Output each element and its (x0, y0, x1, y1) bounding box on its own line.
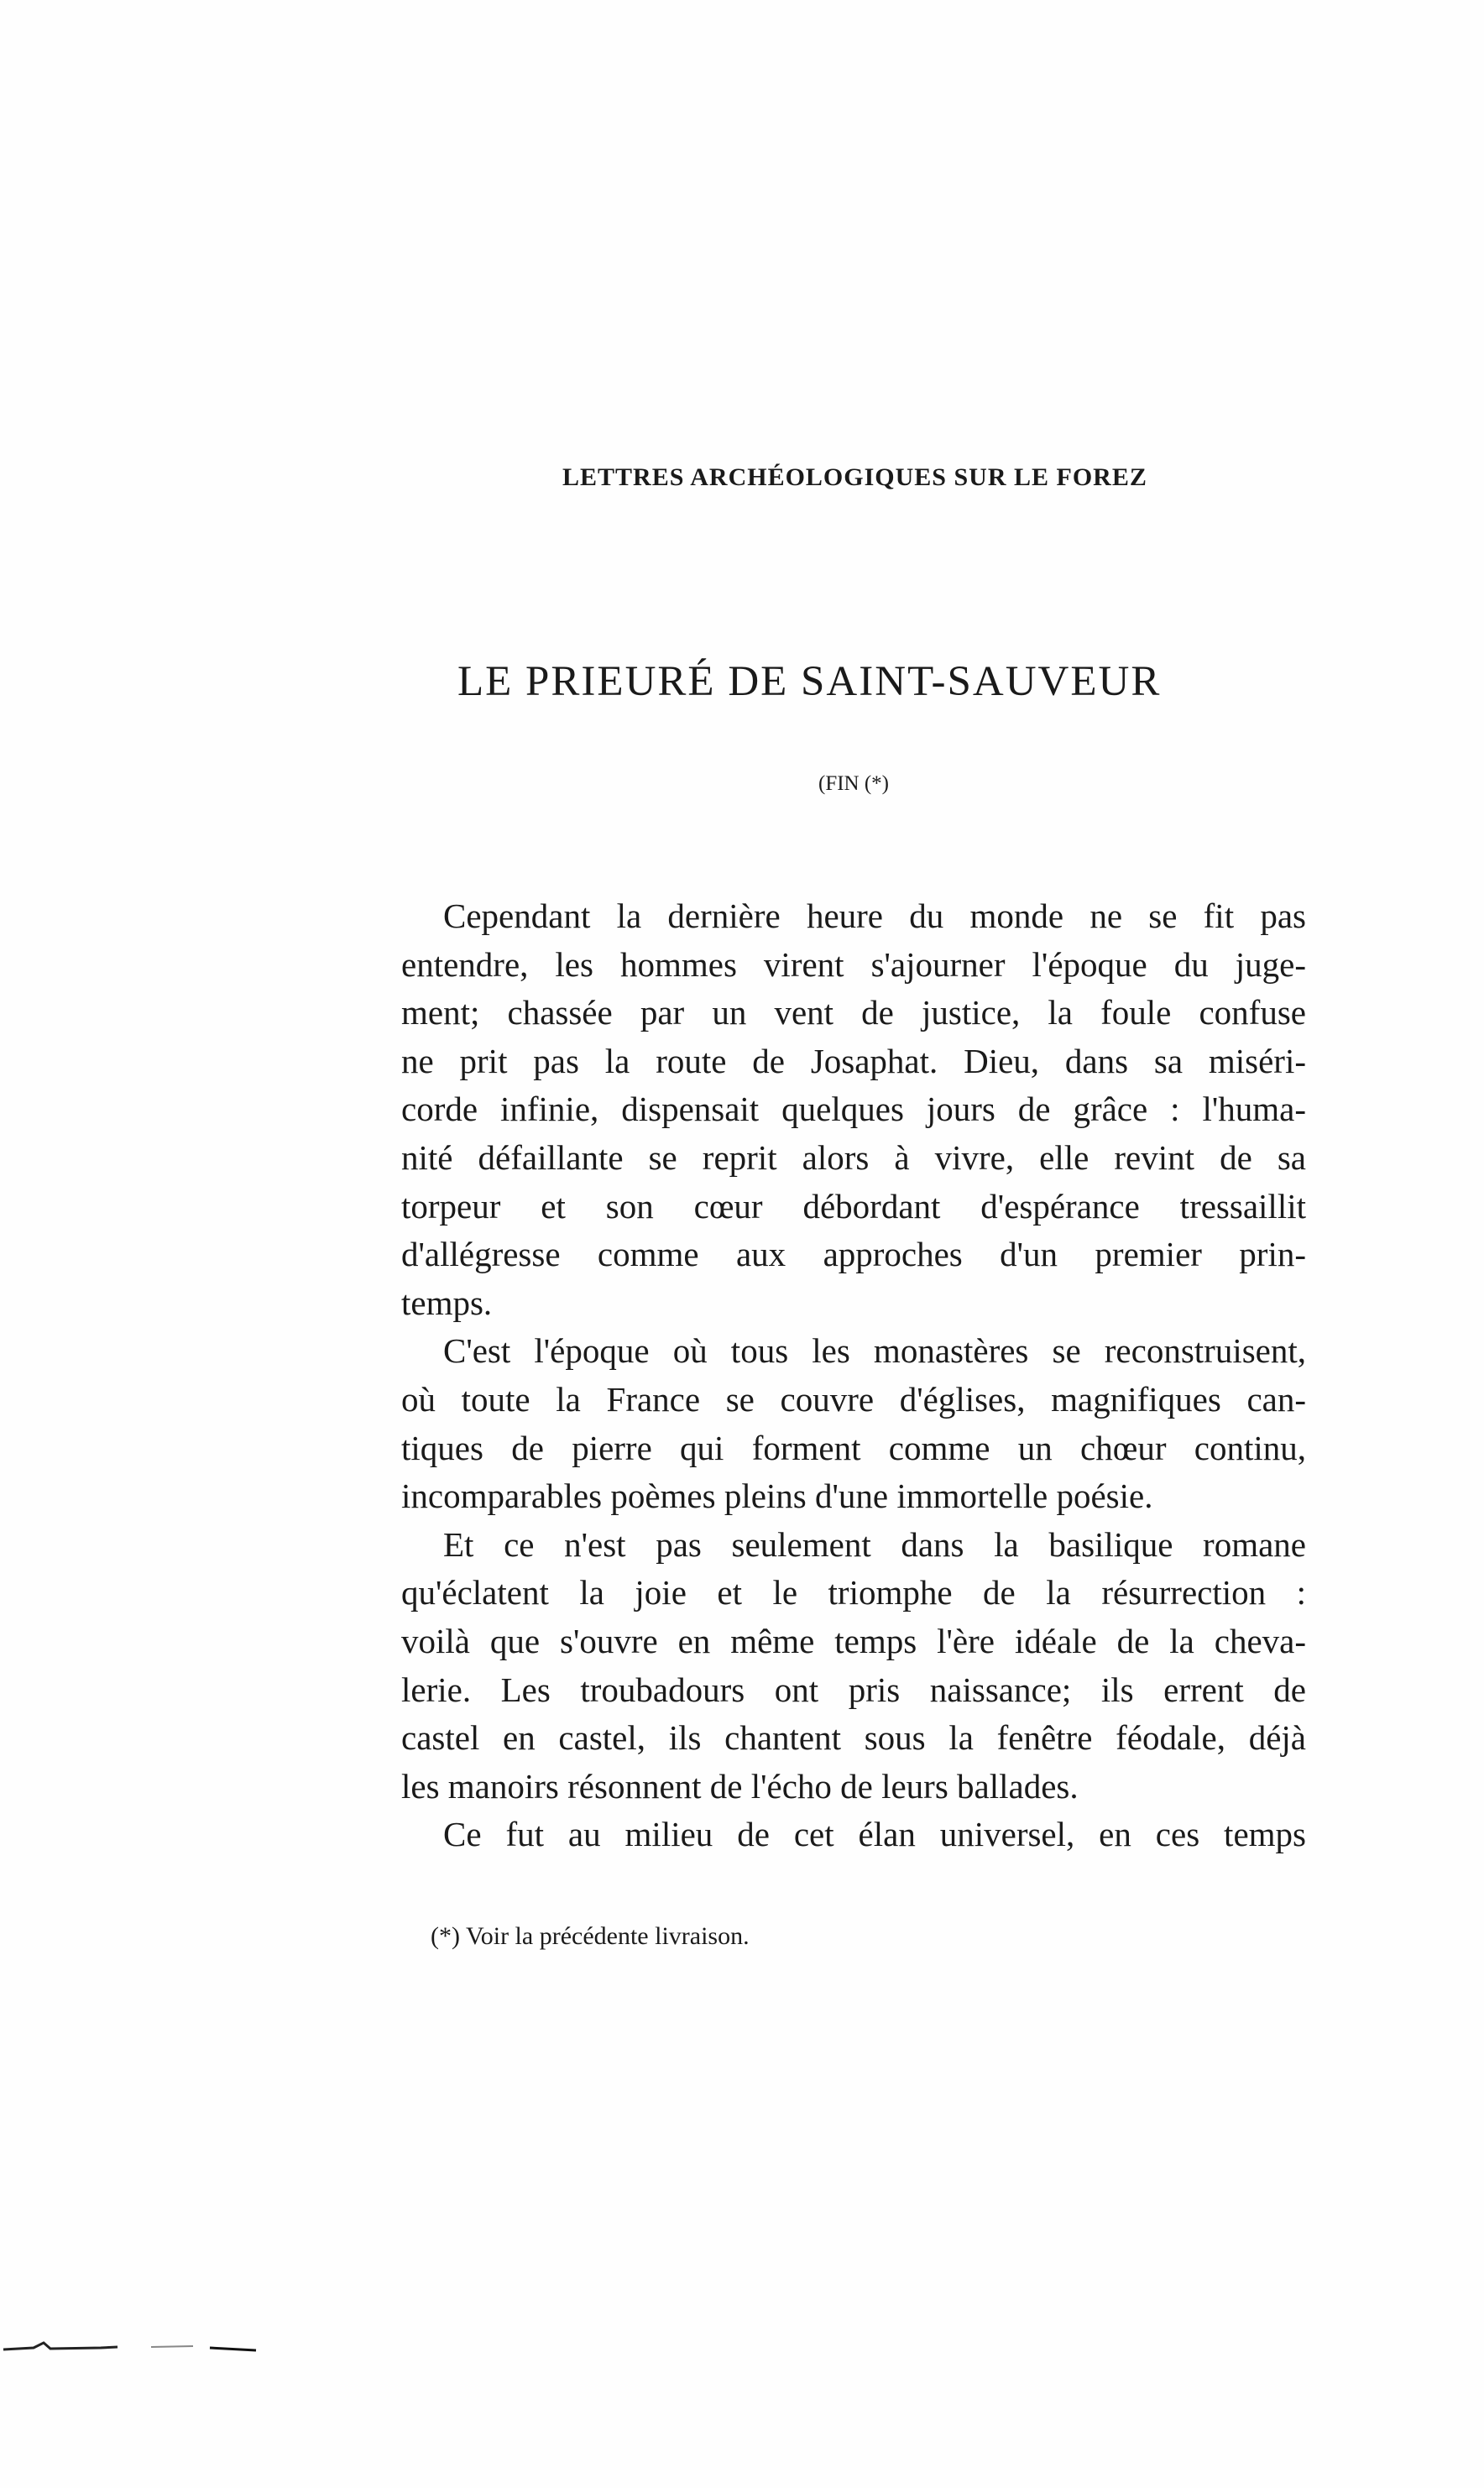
text-line: incomparables poèmes pleins d'une immortelle poésie. (401, 1477, 1153, 1516)
text-line: Cependant la dernière heure du monde ne se fit pas (443, 896, 1306, 935)
text-line: Ce fut au milieu de cet élan universel, en ces temps (443, 1815, 1306, 1854)
chapter-title: LE PRIEURÉ DE SAINT-SAUVEUR (457, 658, 1162, 705)
text-line: torpeur et son cœur débordant d'espérance tressaillit (401, 1186, 1306, 1226)
running-head: LETTRES ARCHÉOLOGIQUES SUR LE FOREZ (562, 463, 1147, 491)
text-line: castel en castel, ils chantent sous la fenêtre féodale, déjà (401, 1718, 1306, 1758)
text-line: tiques de pierre qui forment comme un chœur continu, (401, 1428, 1306, 1467)
text-line: entendre, les hommes virent s'ajourner l'époque du juge- (401, 944, 1306, 984)
chapter-subtitle: (FIN (*) (818, 772, 890, 795)
text-line: nité défaillante se reprit alors à vivre, elle revint de sa (401, 1137, 1306, 1177)
text-line: C'est l'époque où tous les monastères se reconstruisent, (443, 1331, 1306, 1371)
text-line: ment; chassée par un vent de justice, la foule confuse (401, 993, 1306, 1032)
text-line: lerie. Les troubadours ont pris naissance; ils errent de (401, 1670, 1306, 1709)
text-line: voilà que s'ouvre en même temps l'ère idéale de la cheva- (401, 1621, 1306, 1660)
scan-smudge-mark (0, 2338, 260, 2355)
text-line: ne prit pas la route de Josaphat. Dieu, dans sa miséri- (401, 1041, 1306, 1080)
text-line: qu'éclatent la joie et le triomphe de la résurrection : (401, 1573, 1306, 1612)
text-line: d'allégresse comme aux approches d'un premier prin- (401, 1235, 1306, 1274)
text-line: où toute la France se couvre d'églises, magnifiques can- (401, 1379, 1306, 1419)
text-line: corde infinie, dispensait quelques jours de grâce : l'huma- (401, 1090, 1306, 1129)
text-line: Et ce n'est pas seulement dans la basilique romane (443, 1524, 1306, 1564)
body-text (401, 892, 1306, 1859)
text-line: temps. (401, 1283, 493, 1322)
text-line: les manoirs résonnent de l'écho de leurs ballades. (401, 1766, 1079, 1806)
footnote: (*) Voir la précédente livraison. (431, 1922, 750, 1950)
